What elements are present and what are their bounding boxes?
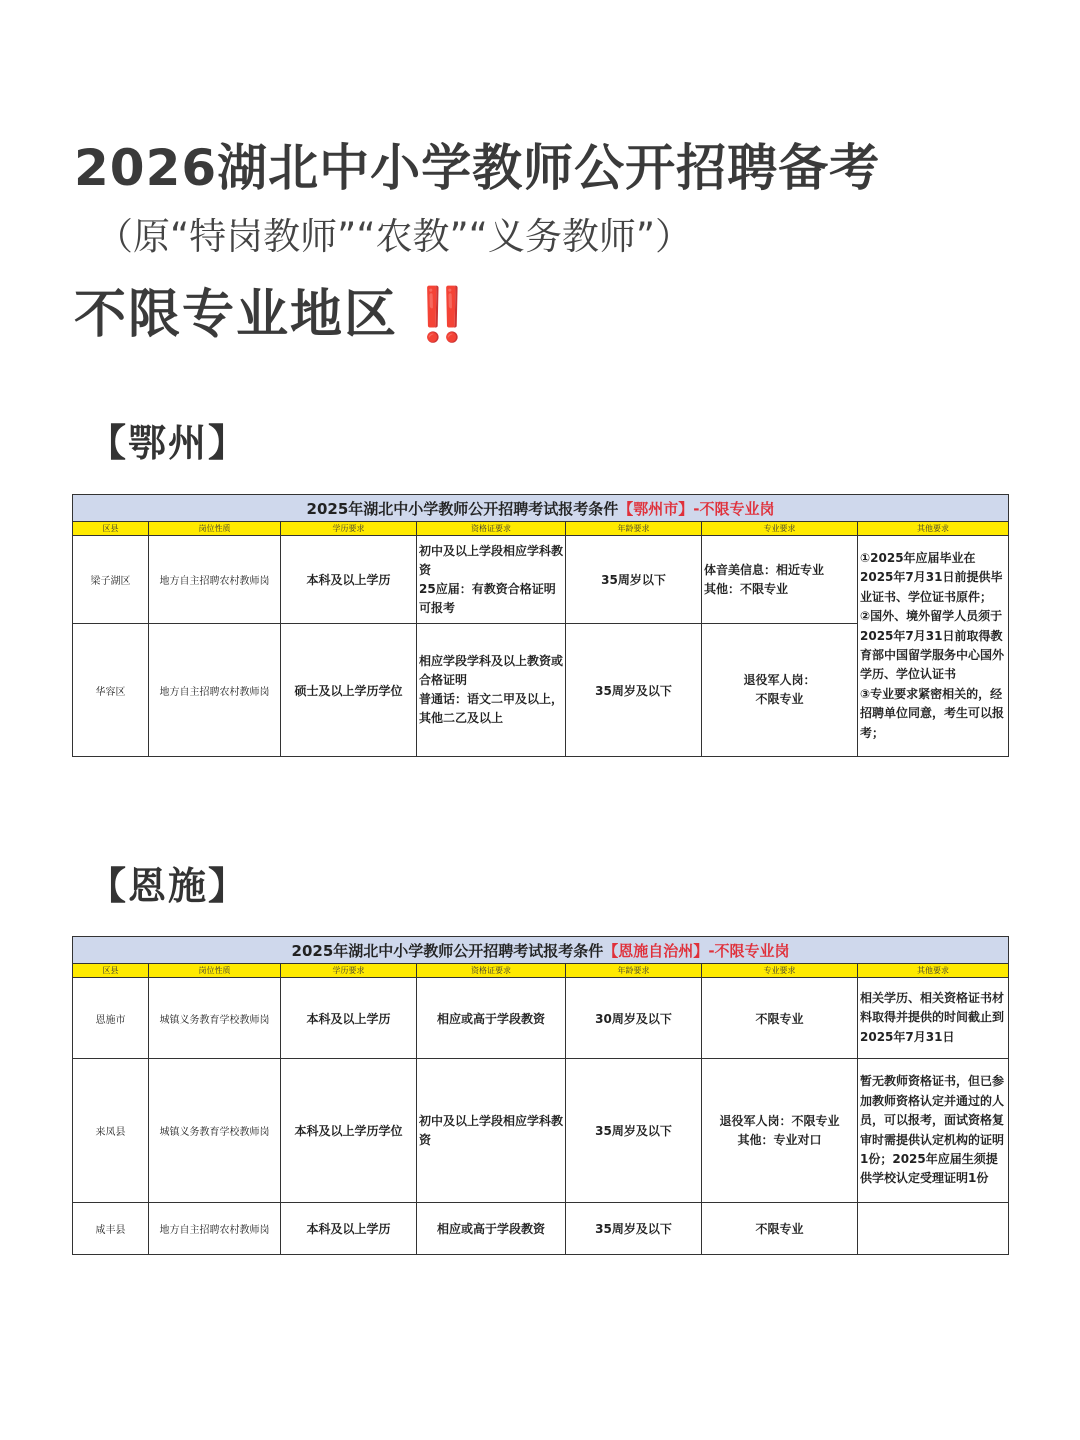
cell-other: 相关学历、相关资格证书材料取得并提供的时间截止到2025年7月31日	[858, 978, 1009, 1059]
cell-education: 本科及以上学历学位	[281, 1059, 417, 1203]
cell-certificate: 相应或高于学段教资	[417, 978, 566, 1059]
column-header: 学历要求	[281, 964, 417, 978]
table-caption	[73, 495, 1009, 522]
table-row	[73, 1059, 1009, 1203]
cell-age: 35周岁以下	[566, 536, 702, 624]
cell-education: 本科及以上学历	[281, 1203, 417, 1255]
cell-major: 不限专业	[702, 1203, 858, 1255]
cell-major: 退役军人岗：不限专业 其他：专业对口	[702, 1059, 858, 1203]
caption-region: 【恩施自治州】	[603, 941, 709, 960]
cell-other: ①2025年应届毕业在2025年7月31日前提供毕业证书、学位证书原件； ②国外、境外留学人员须于2025年7月31日前取得教育部中国留学服务中心国外学历、学位认证书 ③专业要求紧密相关的，经招聘单位同意，考生可以报考；	[858, 536, 1009, 757]
table-row	[73, 536, 1009, 624]
caption-prefix: 2025年湖北中小学教师公开招聘考试报考条件	[306, 499, 619, 518]
page-title: 2026湖北中小学教师公开招聘备考	[74, 139, 881, 197]
table-row	[73, 1203, 1009, 1255]
table-header-row	[73, 522, 1009, 536]
cell-certificate: 初中及以上学段相应学科教资 25应届：有教资合格证明可报考	[417, 536, 566, 624]
cell-other	[858, 1203, 1009, 1255]
caption-prefix: 2025年湖北中小学教师公开招聘考试报考条件	[291, 941, 604, 960]
cell-education: 硕士及以上学历学位	[281, 624, 417, 757]
column-header: 区县	[73, 964, 149, 978]
table-caption-row	[73, 937, 1009, 964]
table-caption	[73, 937, 1009, 964]
cell-nature: 城镇义务教育学校教师岗	[149, 1059, 281, 1203]
column-header: 专业要求	[702, 522, 858, 536]
cell-nature: 城镇义务教育学校教师岗	[149, 978, 281, 1059]
cell-nature: 地方自主招聘农村教师岗	[149, 624, 281, 757]
cell-other: 暂无教师资格证书，但已参加教师资格认定并通过的人员，可以报考，面试资格复审时需提供认定机构的证明1份；2025年应届生须提供学校认定受理证明1份	[858, 1059, 1009, 1203]
cell-nature: 地方自主招聘农村教师岗	[149, 536, 281, 624]
column-header: 其他要求	[858, 522, 1009, 536]
column-header: 专业要求	[702, 964, 858, 978]
caption-suffix: -不限专业岗	[693, 499, 775, 518]
caption-suffix: -不限专业岗	[708, 941, 790, 960]
table-row	[73, 978, 1009, 1059]
section-label-ezhou: 【鄂州】	[88, 421, 249, 465]
column-header: 年龄要求	[566, 964, 702, 978]
cell-certificate: 相应或高于学段教资	[417, 1203, 566, 1255]
cell-county: 来凤县	[73, 1059, 149, 1203]
section-label-enshi: 【恩施】	[88, 864, 249, 908]
column-header: 岗位性质	[149, 964, 281, 978]
page-subtitle: （原“特岗教师”“农教”“义务教师”）	[96, 215, 693, 258]
caption-region: 【鄂州市】	[618, 499, 694, 518]
cell-major: 退役军人岗： 不限专业	[702, 624, 858, 757]
cell-age: 30周岁及以下	[566, 978, 702, 1059]
cell-county: 华容区	[73, 624, 149, 757]
column-header: 资格证要求	[417, 964, 566, 978]
cell-major: 体音美信息：相近专业 其他：不限专业	[702, 536, 858, 624]
cell-certificate: 初中及以上学段相应学科教资	[417, 1059, 566, 1203]
column-header: 资格证要求	[417, 522, 566, 536]
cell-county: 恩施市	[73, 978, 149, 1059]
cell-age: 35周岁及以下	[566, 624, 702, 757]
recruit-table-enshi	[72, 936, 1009, 1255]
page-tagline	[74, 272, 477, 347]
cell-age: 35周岁及以下	[566, 1059, 702, 1203]
double-exclamation-icon: ‼️	[410, 285, 477, 345]
tagline-text: 不限专业地区	[74, 285, 399, 345]
cell-certificate: 相应学段学科及以上教资或合格证明 普通话：语文二甲及以上，其他二乙及以上	[417, 624, 566, 757]
cell-education: 本科及以上学历	[281, 978, 417, 1059]
column-header: 其他要求	[858, 964, 1009, 978]
cell-age: 35周岁及以下	[566, 1203, 702, 1255]
column-header: 年龄要求	[566, 522, 702, 536]
cell-major: 不限专业	[702, 978, 858, 1059]
table-header-row	[73, 964, 1009, 978]
cell-county: 梁子湖区	[73, 536, 149, 624]
column-header: 岗位性质	[149, 522, 281, 536]
column-header: 学历要求	[281, 522, 417, 536]
column-header: 区县	[73, 522, 149, 536]
recruit-table-ezhou	[72, 494, 1009, 757]
cell-county: 咸丰县	[73, 1203, 149, 1255]
cell-education: 本科及以上学历	[281, 536, 417, 624]
cell-nature: 地方自主招聘农村教师岗	[149, 1203, 281, 1255]
table-caption-row	[73, 495, 1009, 522]
